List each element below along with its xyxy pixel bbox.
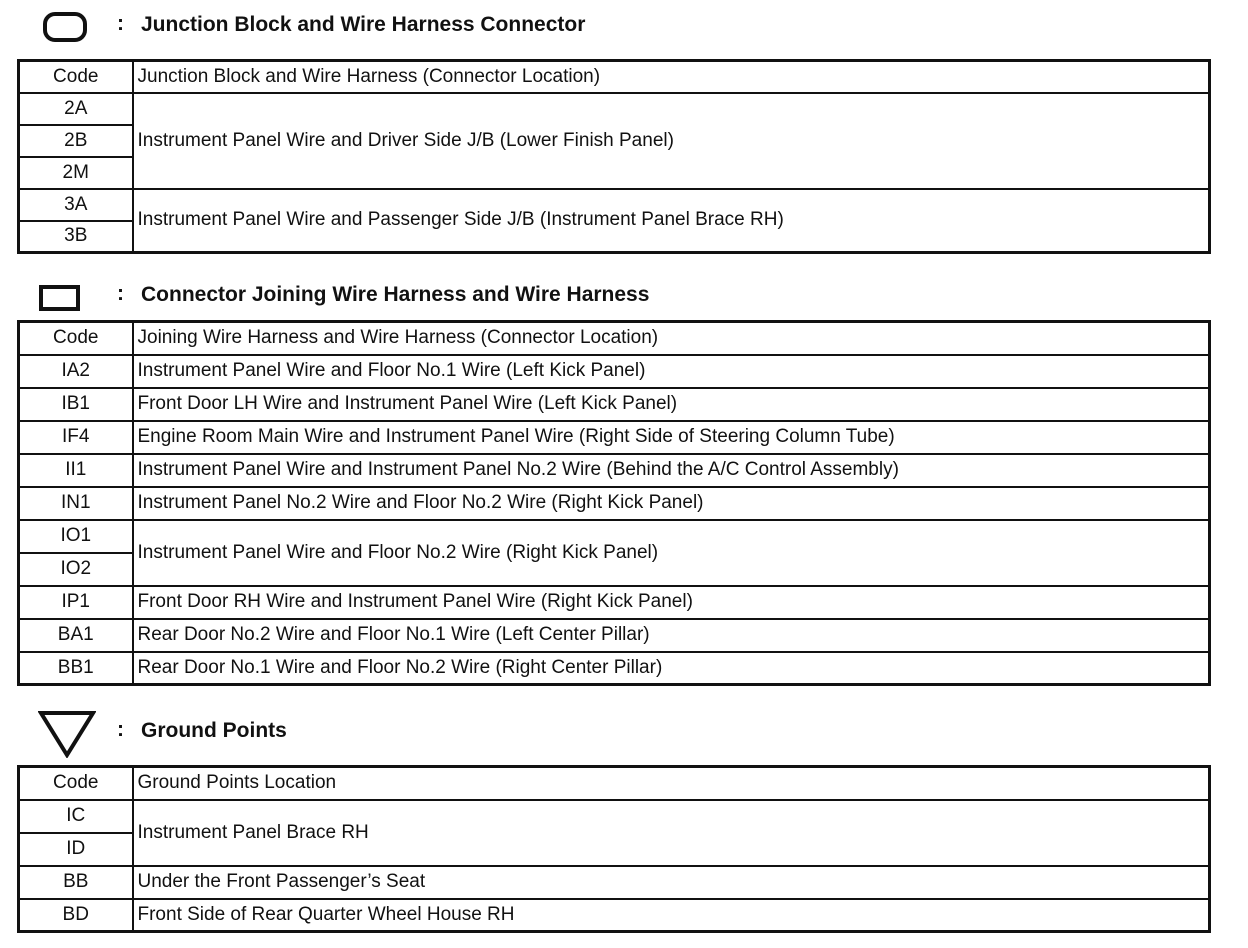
code-cell: IN1 bbox=[19, 487, 133, 520]
table-row bbox=[19, 520, 1210, 553]
code-cell: IO2 bbox=[19, 553, 133, 586]
location-cell: Instrument Panel Wire and Passenger Side J/B (Instrument Panel Brace RH) bbox=[133, 189, 1210, 253]
table-row bbox=[19, 421, 1210, 454]
table-row bbox=[19, 866, 1210, 899]
location-cell: Instrument Panel Wire and Floor No.2 Wire (Right Kick Panel) bbox=[133, 520, 1210, 586]
table-row bbox=[19, 899, 1210, 932]
junction-colon: : bbox=[117, 12, 124, 35]
inverted-triangle-icon bbox=[38, 710, 96, 758]
location-cell: Rear Door No.1 Wire and Floor No.2 Wire (Right Center Pillar) bbox=[133, 652, 1210, 685]
code-header: Code bbox=[19, 767, 133, 800]
location-header: Junction Block and Wire Harness (Connector Location) bbox=[133, 61, 1210, 93]
code-cell: 3B bbox=[19, 221, 133, 253]
code-cell: IP1 bbox=[19, 586, 133, 619]
table-header-row bbox=[19, 322, 1210, 355]
location-cell: Instrument Panel No.2 Wire and Floor No.2 Wire (Right Kick Panel) bbox=[133, 487, 1210, 520]
ground-section-title: Ground Points bbox=[141, 719, 287, 742]
code-cell: IB1 bbox=[19, 388, 133, 421]
table-row bbox=[19, 586, 1210, 619]
table-row bbox=[19, 189, 1210, 221]
connector-section-title: Connector Joining Wire Harness and Wire Harness bbox=[141, 283, 650, 306]
code-cell: IA2 bbox=[19, 355, 133, 388]
code-cell: ID bbox=[19, 833, 133, 866]
code-cell: II1 bbox=[19, 454, 133, 487]
location-cell: Instrument Panel Wire and Instrument Panel No.2 Wire (Behind the A/C Control Assembly) bbox=[133, 454, 1210, 487]
ground-section-header bbox=[0, 710, 1248, 750]
table-row bbox=[19, 619, 1210, 652]
code-cell: BB1 bbox=[19, 652, 133, 685]
location-cell: Front Door RH Wire and Instrument Panel Wire (Right Kick Panel) bbox=[133, 586, 1210, 619]
rounded-rectangle-icon bbox=[43, 12, 87, 42]
connector-colon: : bbox=[117, 282, 124, 305]
table-header-row bbox=[19, 767, 1210, 800]
code-cell: 2B bbox=[19, 125, 133, 157]
location-cell: Instrument Panel Wire and Driver Side J/B (Lower Finish Panel) bbox=[133, 93, 1210, 189]
table-row bbox=[19, 652, 1210, 685]
code-cell: 2M bbox=[19, 157, 133, 189]
location-header: Joining Wire Harness and Wire Harness (Connector Location) bbox=[133, 322, 1210, 355]
junction-table bbox=[17, 59, 1211, 254]
location-cell: Rear Door No.2 Wire and Floor No.1 Wire (Left Center Pillar) bbox=[133, 619, 1210, 652]
table-row bbox=[19, 388, 1210, 421]
code-header: Code bbox=[19, 61, 133, 93]
rectangle-icon bbox=[39, 285, 80, 311]
code-cell: 2A bbox=[19, 93, 133, 125]
location-cell: Front Side of Rear Quarter Wheel House RH bbox=[133, 899, 1210, 932]
code-cell: IC bbox=[19, 800, 133, 833]
ground-table bbox=[17, 765, 1211, 933]
location-cell: Instrument Panel Brace RH bbox=[133, 800, 1210, 866]
junction-section-title: Junction Block and Wire Harness Connector bbox=[141, 13, 586, 36]
location-cell: Front Door LH Wire and Instrument Panel Wire (Left Kick Panel) bbox=[133, 388, 1210, 421]
code-cell: BA1 bbox=[19, 619, 133, 652]
code-header: Code bbox=[19, 322, 133, 355]
location-cell: Under the Front Passenger’s Seat bbox=[133, 866, 1210, 899]
ground-colon: : bbox=[117, 718, 124, 741]
code-cell: BD bbox=[19, 899, 133, 932]
code-cell: BB bbox=[19, 866, 133, 899]
code-cell: IF4 bbox=[19, 421, 133, 454]
junction-section-header bbox=[0, 2, 1248, 42]
location-cell: Engine Room Main Wire and Instrument Panel Wire (Right Side of Steering Column Tube) bbox=[133, 421, 1210, 454]
table-row bbox=[19, 487, 1210, 520]
code-cell: IO1 bbox=[19, 520, 133, 553]
table-header-row bbox=[19, 61, 1210, 93]
table-row bbox=[19, 93, 1210, 125]
code-cell: 3A bbox=[19, 189, 133, 221]
location-header: Ground Points Location bbox=[133, 767, 1210, 800]
table-row bbox=[19, 454, 1210, 487]
table-row bbox=[19, 800, 1210, 833]
connector-table bbox=[17, 320, 1211, 686]
connector-section-header bbox=[0, 280, 1248, 320]
table-row bbox=[19, 355, 1210, 388]
location-cell: Instrument Panel Wire and Floor No.1 Wire (Left Kick Panel) bbox=[133, 355, 1210, 388]
